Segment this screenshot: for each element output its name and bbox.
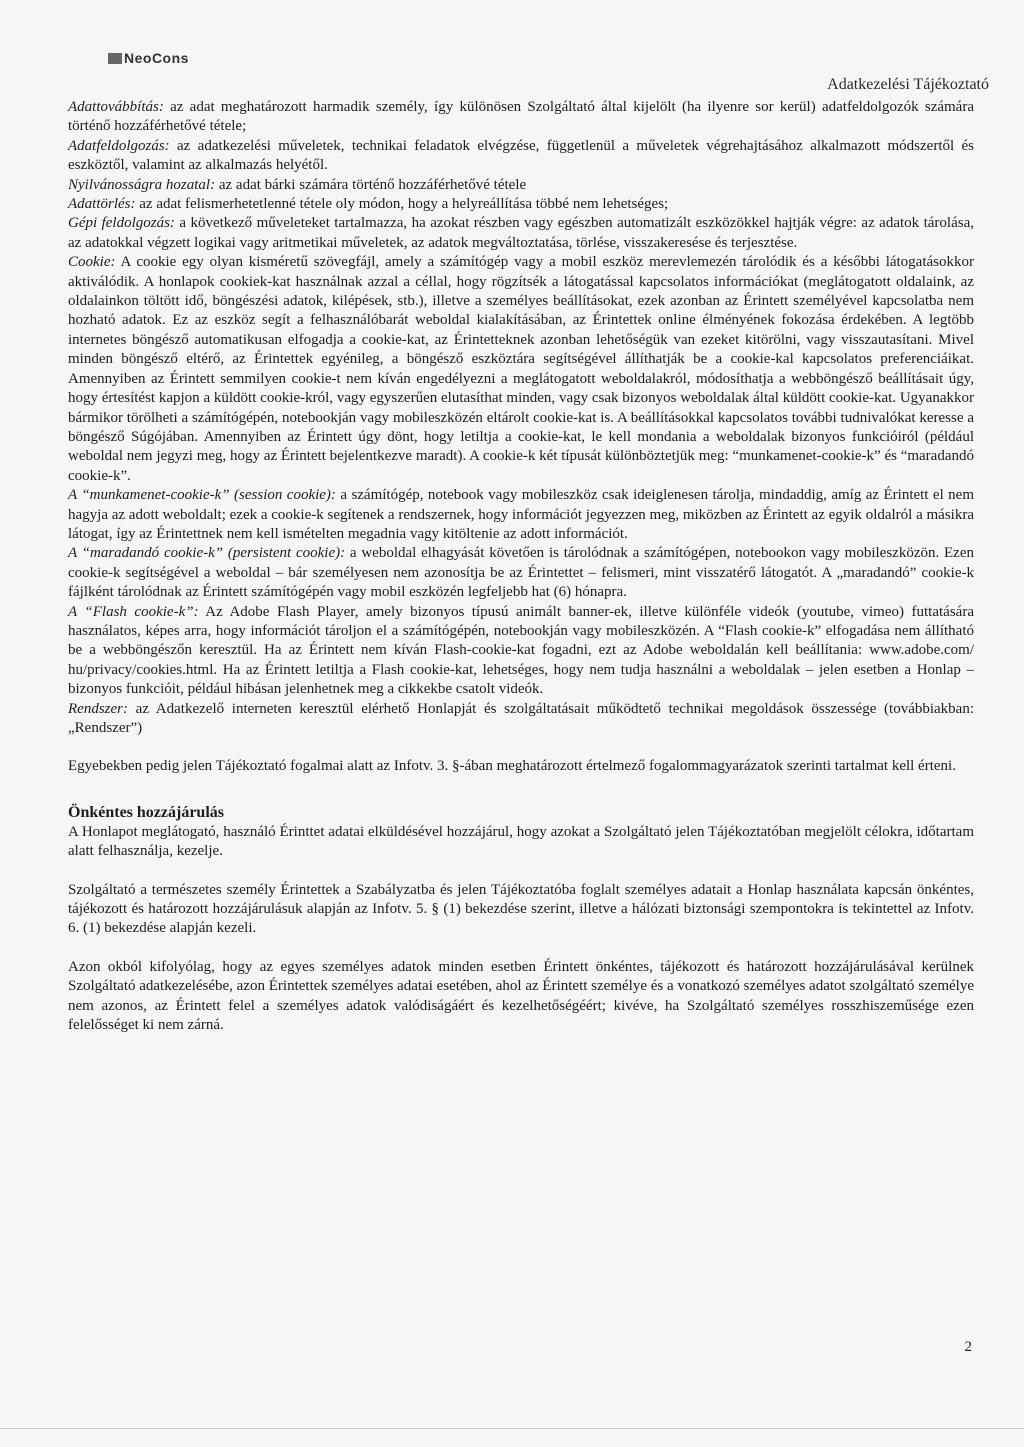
definition-term: Cookie:	[68, 254, 116, 271]
page-bottom-divider	[0, 1428, 1024, 1429]
definition-text: az adat bárki számára történő hozzáférhetővé tétele	[215, 176, 527, 193]
definition-session-cookie	[68, 486, 974, 544]
definition-text: az Adatkezelő interneten keresztül elérhető Honlapját és szolgáltatásait működtető technikai megoldások összessége (továbbiakban: „Rendszer”)	[68, 700, 974, 736]
definition-flash-cookie	[68, 603, 974, 700]
definition-text: Az Adobe Flash Player, amely bizonyos típusú animált banner-ek, illetve különféle videók (youtube, vimeo) futtatására használatos, képes arra, hogy információt tároljon el a számítógépén, notebookján vagy mobileszközén. A “Flash cookie-k” elfogadása nem állítható be a webböngészőn keresztül. Ha az Érintett nem kíván Flash-cookie-kat fogadni, ezt az Adobe weboldalán kell beállítania: www.adobe.com/ hu/privacy/cookies.html. Ha az Érintett letiltja a Flash cookie-kat, lehetséges, hogy nem tudja használni a weboldalak – jelen esetben a Honlap – bizonyos funkcióit, például hibásan jelenhetnek meg a cikkekbe csatolt videók.	[68, 603, 974, 698]
definition-text: az adat felismerhetetlenné tétele oly módon, hogy a helyreállítása többé nem lehetséges;	[135, 196, 669, 213]
definition-term: Nyilvánosságra hozatal:	[68, 176, 216, 193]
definition-system	[68, 700, 974, 739]
definition-term: A “Flash cookie-k”:	[68, 603, 199, 620]
section-heading: Önkéntes hozzájárulás	[68, 803, 224, 821]
section-paragraph: Azon okból kifolyólag, hogy az egyes személyes adatok minden esetben Érintett önkéntes, tájékozott és határozott hozzájárulásával kerülnek Szolgáltató adatkezelésébe, azon Érintettek személyes adatai esetében, ahol az Érintett személye és a vonatkozó személyes adatot szolgáltató személye nem azonos, az Érintett felel a személyes adatok valódiságáért és kezelhetőségéért; kivéve, ha Szolgáltató személyes rosszhiszeműsége ezen felelősséget ki nem zárná.	[68, 958, 974, 1034]
definition-disclosure	[68, 176, 974, 195]
definition-term: A “maradandó cookie-k” (persistent cookie):	[68, 545, 346, 562]
definition-term: Adattörlés:	[68, 196, 136, 213]
closing-paragraph: Egyebekben pedig jelen Tájékoztató fogalmai alatt az Infotv. 3. §-ában meghatározott értelmező fogalommagyarázatok szerinti tartalmat kell érteni.	[68, 758, 956, 775]
definition-text: a számítógép, notebook vagy mobileszköz csak ideiglenesen tárolja, mindaddig, amíg az Érintett el nem hagyja az adott weboldalt; ezek a cookie-k segítenek a rendszernek, hogy információt jegyezzen meg, miközben az Érintett az egyik oldalról a másikra látogat, így az Érintettnek nem kell ismételten megadnia vagy kitöltenie az adott információt.	[68, 487, 974, 542]
company-logo	[108, 50, 189, 66]
definition-term: A “munkamenet-cookie-k” (session cookie):	[68, 487, 336, 504]
definition-cookie	[68, 253, 974, 486]
definition-text: az adat meghatározott harmadik személy, így különösen Szolgáltató által kijelölt (ha ilyenre sor kerül) adatfeldolgozók számára történő hozzáférhetővé tétele;	[68, 99, 974, 135]
definition-machine-processing	[68, 214, 974, 253]
definition-text: A cookie egy olyan kisméretű szövegfájl, amely a számítógép vagy a mobil eszköz merevlemezén tárolódik és a későbbi látogatásokkor aktiválódik. A honlapok cookiek-kat használnak azzal a céllal, hogy rögzítsék a látogatással kapcsolatos információkat (meglátogatott oldalaink, az oldalainkon töltött idő, böngészési adatok, kilépések, stb.), illetve a személyes beállításokat, ezek azonban az Érintett személyével kapcsolatba nem hozható adatok. Ez az eszköz segít a felhasználóbarát weboldal kialakításában, az Érintettek online élményének fokozása érdekében. A legtöbb internetes böngésző automatikusan elfogadja a cookie-kat, az Érintetteknek azonban lehetőségük van ezeket kitörölni, vagy visszautasítani. Mivel minden böngésző eltérő, az Érintettek egyénileg, a böngésző eszköztára segítségével állíthatják be a cookie-kal kapcsolatos preferenciáikat. Amennyiben az Érintett semmilyen cookie-t nem kíván engedélyezni a meglátogatott weboldalakról, módosíthatja a webböngésző beállításait úgy, hogy értesítést kapjon a küldött cookie-król, vagy egyszerűen elutasíthat minden, vagy csak bizonyos weboldalak által küldött cookie-kat. Ugyanakkor bármikor törölheti a számítógépén, notebookján vagy mobileszközén eltárolt cookie-kat is. A beállításokkal kapcsolatos további tudnivalókat keresse a böngésző Súgójában. Amennyiben az Érintett úgy dönt, hogy letiltja a cookie-kat, le kell mondania a weboldalak bizonyos funkcióiról (például weboldal nem jegyzi meg, hogy az Érintett bejelentkezve maradt). A cookie-k két típusát különböztetjük meg: “munkamenet-cookie-k” és “maradandó cookie-k”.	[68, 254, 974, 484]
document-body	[68, 98, 974, 1035]
definition-data-processing	[68, 137, 974, 176]
definition-term: Adatfeldolgozás:	[68, 137, 170, 154]
definition-data-transfer	[68, 98, 974, 137]
definition-persistent-cookie	[68, 544, 974, 602]
definition-term: Adattovábbítás:	[68, 99, 164, 115]
definition-term: Rendszer:	[68, 700, 128, 717]
definition-term: Gépi feldolgozás:	[68, 215, 175, 232]
definition-text: a weboldal elhagyását követően is tárolódnak a számítógépen, notebookon vagy mobileszközön. Ezen cookie-k segítségével a weboldal – bár személyesen nem azonosítja be az Érintettet – felismeri, mint visszatérő látogatót. A „maradandó” cookie-k fájlként tárolódnak az Érintett számítógépén vagy mobil eszközén legfeljebb hat (6) hónapra.	[68, 545, 974, 601]
section-paragraph: Szolgáltató a természetes személy Érintettek a Szabályzatba és jelen Tájékoztatóba foglalt személyes adatait a Honlap használata kapcsán önkéntes, tájékozott és határozott hozzájárulásuk alapján az Infotv. 5. § (1) bekezdése szerint, illetve a hálózati biztonsági szempontokra is tekintettel az Infotv. 6. (1) bekezdése alapján kezeli.	[68, 881, 974, 937]
definition-text: az adatkezelési műveletek, technikai feladatok elvégzése, függetlenül a műveletek végrehajtásához alkalmazott módszertől és eszköztől, valamint az alkalmazás helyétől.	[68, 137, 974, 174]
definition-text: a következő műveleteket tartalmazza, ha azokat részben vagy egészben automatizált eszközökkel hajtják végre: az adatok tárolása, az adatokkal végzett logikai vagy aritmetikai műveletek, az adatok megváltoztatása, törlése, visszakeresése és terjesztése.	[68, 215, 974, 251]
page-number: 2	[964, 1339, 972, 1355]
document-title: Adatkezelési Tájékoztató	[827, 76, 989, 93]
definition-data-deletion	[68, 195, 974, 214]
section-paragraph: A Honlapot meglátogató, használó Érinttet adatai elküldésével hozzájárul, hogy azokat a Szolgáltató jelen Tájékoztatóban megjelölt célokra, időtartam alatt felhasználja, kezelje.	[68, 823, 974, 860]
logo-mark-icon	[108, 53, 122, 64]
logo-text: NeoCons	[124, 50, 189, 66]
